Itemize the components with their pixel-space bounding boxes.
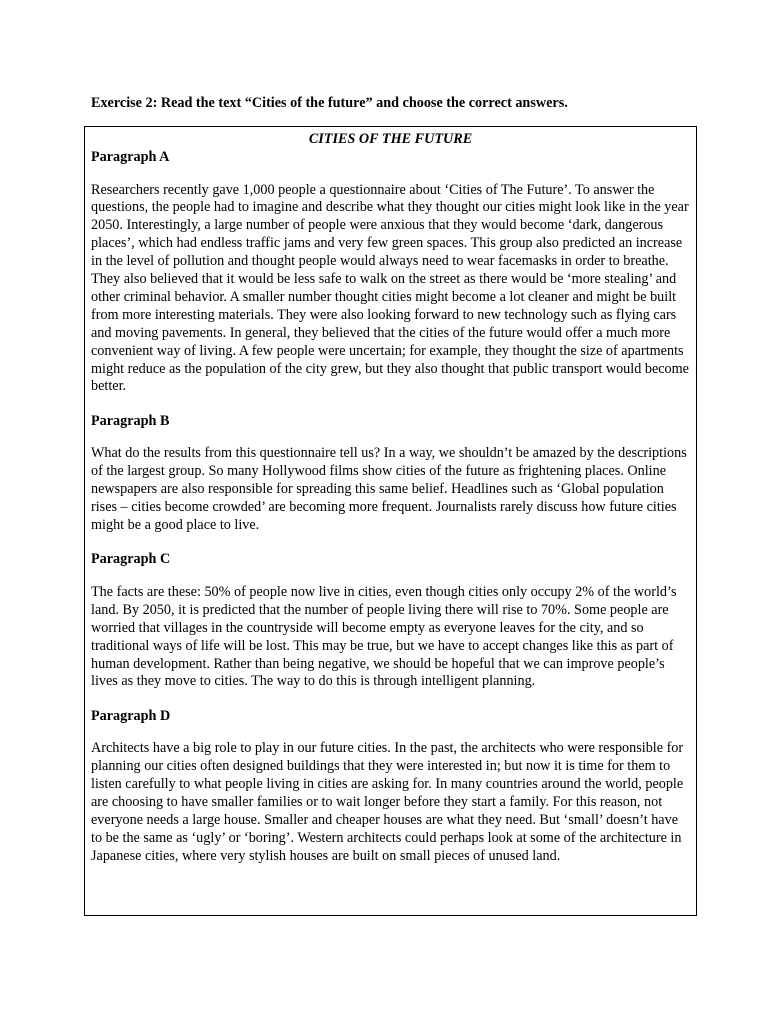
exercise-title: Exercise 2: Read the text “Cities of the future” and choose the correct answers. (91, 95, 568, 111)
paragraph-b-text: What do the results from this questionnaire tell us? In a way, we shouldn’t be amazed by the descriptions of the largest group. So many Hollywood films show cities of the future as frightening places. Online newspapers are also responsible for spreading this same belief. Headlines such as ‘Global population rises – cities become crowded’ are becoming more frequent. Journalists rarely discuss how future cities might be a good place to live. (91, 445, 687, 533)
paragraph-c-text: The facts are these: 50% of people now live in cities, even though cities only occupy 2% of the world’s land. By 2050, it is predicted that the number of people living there will rise to 70%. Some people are worried that villages in the countryside will become empty as everyone leaves for the city, and so traditional ways of life will be lost. This may be true, but we have to accept changes like this as part of human development. Rather than being negative, we should be hopeful that we can improve people’s lives as they move to cities. The way to do this is through intelligent planning. (91, 583, 677, 690)
paragraph-c-heading: Paragraph C (91, 551, 171, 568)
paragraph-d-heading: Paragraph D (91, 707, 171, 724)
paragraph-b-heading: Paragraph B (91, 412, 170, 429)
paragraph-a-heading: Paragraph A (91, 149, 170, 165)
paragraph-d-text: Architects have a big role to play in our future cities. In the past, the architects who were responsible for planning our cities often designed buildings that they were interested in; but now it is time for them to listen carefully to what people living in cities are asking for. In many countries around the world, people are choosing to have smaller families or to wait longer before they start a family. For this reason, not everyone needs a large house. Smaller and cheaper houses are what they need. But ‘small’ doesn’t have to be the same as ‘ugly’ or ‘boring’. Western architects could perhaps look at some of the architecture in Japanese cities, where very stylish houses are built on small pieces of unused land. (91, 740, 684, 864)
reading-text-box (84, 126, 697, 916)
document-title: CITIES OF THE FUTURE (308, 131, 473, 147)
paragraph-a-text: Researchers recently gave 1,000 people a questionnaire about ‘Cities of The Future’. To answer the questions, the people had to imagine and describe what they thought our cities might look like in the year 2050. Interestingly, a large number of people were anxious that they would become ‘dark, dangerous places’, which had endless traffic jams and very few green spaces. This group also predicted an increase in the level of pollution and thought people would always need to wear facemasks in order to breathe. They also believed that it would be less safe to walk on the street as there would be ‘more stealing’ and other criminal behavior. A smaller number thought cities might become a lot cleaner and might be built from more interesting materials. They were also looking forward to new technology such as flying cars and moving pavements. In general, they believed that the cities of the future would offer a much more convenient way of living. A few people were uncertain; for example, they thought the size of apartments might reduce as the population of the city grew, but they also thought that public transport would become better. (91, 181, 689, 395)
